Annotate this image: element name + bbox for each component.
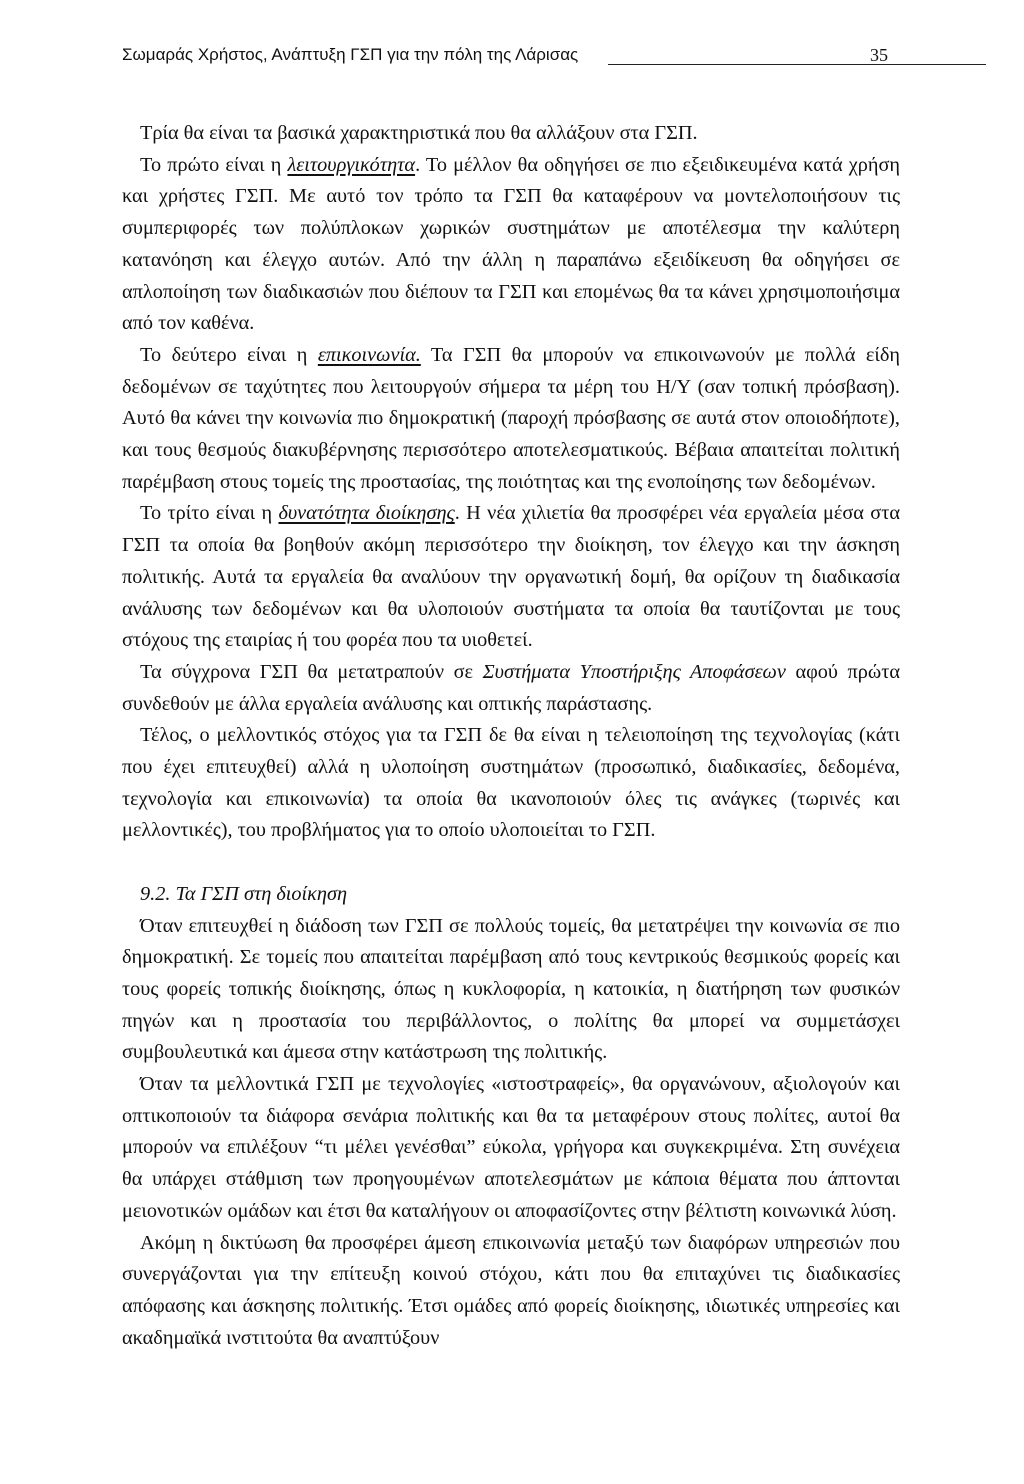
paragraph-decision-support [122, 657, 900, 720]
emphasized-term: λειτουργικότητα [287, 153, 416, 176]
page-header [122, 44, 888, 70]
paragraph-text: Τέλος, ο μελλοντικός στόχος για τα ΓΣΠ δε θα είναι η τελειοποίηση της τεχνολογίας (κάτι που έχει επιτευχθεί) αλλά η υλοποίηση συστημάτων (προσωπικό, διαδικασίες, δεδομένα, τεχνολογία και επικοινωνία) τα οποία θα ικανοποιούν όλες τις ανάγκες (τωρινές και μελλοντικές), του προβλήματος για το οποίο υλοποιείται το ΓΣΠ. [122, 724, 900, 842]
paragraph-text: Όταν επιτευχθεί η διάδοση των ΓΣΠ σε πολλούς τομείς, θα μετατρέψει την κοινωνία σε πιο δημοκρατική. Σε τομείς που απαιτείται παρέμβαση από τους κεντρικούς θεσμικούς φορείς και τους φορείς τοπικής διοίκησης, όπως η κυκλοφορία, η κατοικία, η διατήρηση των φυσικών πηγών και η προστασία του περιβάλλοντος, ο πολίτης θα μπορεί να συμμετάσχει συμβουλευτικά και άμεσα στην κατάστρωση της πολιτικής. [122, 914, 900, 1064]
paragraph-text: Το πρώτο είναι η [140, 153, 288, 176]
paragraph-text: Ακόμη η δικτύωση θα προσφέρει άμεση επικοινωνία μεταξύ των διαφόρων υπηρεσιών που συνεργάζονται για την επίτευξη κοινού στόχου, κάτι που θα επιταχύνει τις διαδικασίες απόφασης και άσκησης πολιτικής. Έτσι ομάδες από φορείς διοίκησης, ιδιωτικές υπηρεσίες και ακαδημαϊκά ινστιτούτα θα αναπτύξουν [122, 1231, 900, 1349]
emphasized-term: επικοινωνία. [317, 343, 421, 366]
paragraph-text: . Η νέα χιλιετία θα προσφέρει νέα εργαλεία μέσα στα ΓΣΠ τα οποία θα βοηθούν ακόμη περισσότερο την διοίκηση, τον έλεγχο και την άσκηση πολιτικής. Αυτά τα εργαλεία θα αναλύουν την οργανωτική δομή, θα ορίζουν τη διαδικασία ανάλυσης των δεδομένων και θα υλοποιούν συστήματα τα οποία θα ταυτίζονται με τους στόχους της εταιρίας ή του φορέα που τα υιοθετεί. [122, 502, 900, 652]
running-title: Σωμαράς Χρήστος, Ανάπτυξη ΓΣΠ για την πόλη της Λάρισας [122, 45, 579, 64]
paragraph-democracy [122, 911, 900, 1070]
paragraph-text: Τα σύγχρονα ΓΣΠ θα μετατραπούν σε [140, 660, 483, 683]
header-rule [608, 64, 986, 65]
paragraph-text: Το δεύτερο είναι η [140, 343, 318, 366]
body-text [122, 118, 900, 1354]
paragraph-web-gis [122, 1069, 900, 1228]
paragraph-text: Το τρίτο είναι η [140, 502, 279, 525]
emphasized-term: Συστήματα Υποστήριξης Αποφάσεων [482, 660, 786, 683]
emphasized-term: δυνατότητα διοίκησης [278, 502, 455, 525]
paragraph-text: . Το μέλλον θα οδηγήσει σε πιο εξειδικευμένα κατά χρήση και χρήστες ΓΣΠ. Με αυτό τον τρόπο τα ΓΣΠ θα καταφέρουν να μοντελοποιήσουν τις συμπεριφορές των πολύπλοκων χωρικών συστημάτων με αποτέλεσμα την καλύτερη κατανόηση και έλεγχο αυτών. Από την άλλη η παραπάνω εξειδίκευση θα οδηγήσει σε απλοποίηση των διαδικασιών που διέπουν τα ΓΣΠ και επομένως θα τα κάνει χρησιμοποιήσιμα από τον καθένα. [122, 153, 900, 335]
paragraph-text: Τρία θα είναι τα βασικά χαρακτηριστικά που θα αλλάξουν στα ΓΣΠ. [140, 122, 698, 144]
paragraph-intro [122, 118, 900, 150]
paragraph-functionality [122, 150, 900, 340]
page-number: 35 [870, 45, 888, 65]
paragraph-networking [122, 1228, 900, 1355]
paragraph-conclusion [122, 720, 900, 847]
paragraph-text: Τα ΓΣΠ θα μπορούν να επικοινωνούν με πολλά είδη δεδομένων σε ταχύτητες που λειτουργούν σήμερα τα μέρη του Η/Υ (σαν τοπική πρόσβαση). Αυτό θα κάνει την κοινωνία πιο δημοκρατική (παροχή πρόσβασης σε αυτά στον οποιοδήποτε), και τους θεσμούς διακυβέρνησης περισσότερο αποτελεσματικούς. Βέβαια απαιτείται πολιτική παρέμβαση στους τομείς της προστασίας, της ποιότητας και της ενοποίησης των δεδομένων. [122, 343, 901, 493]
paragraph-communication [122, 340, 900, 499]
section-heading: 9.2. Τα ΓΣΠ στη διοίκηση [140, 882, 348, 905]
paragraph-text: Όταν τα μελλοντικά ΓΣΠ με τεχνολογίες «ιστοστραφείς», θα οργανώνουν, αξιολογούν και οπτικοποιούν τα διάφορα σενάρια πολιτικής και θα τα μεταφέρουν στους πολίτες, αυτοί θα μπορούν να επιλέξουν “τι μέλει γενέσθαι” εύκολα, γρήγορα και συγκεκριμένα. Στη συνέχεια θα υπάρχει στάθμιση των προηγουμένων αποτελεσμάτων με κάποια θέματα που άπτονται μειονοτικών ομάδων και έτσι θα καταλήγουν οι αποφασίζοντες στην βέλτιστη κοινωνικά λύση. [122, 1073, 900, 1222]
paragraph-text: αφού πρώτα συνδεθούν με άλλα εργαλεία ανάλυσης και οπτικής παράστασης. [122, 660, 901, 715]
paragraph-administration [122, 498, 900, 657]
